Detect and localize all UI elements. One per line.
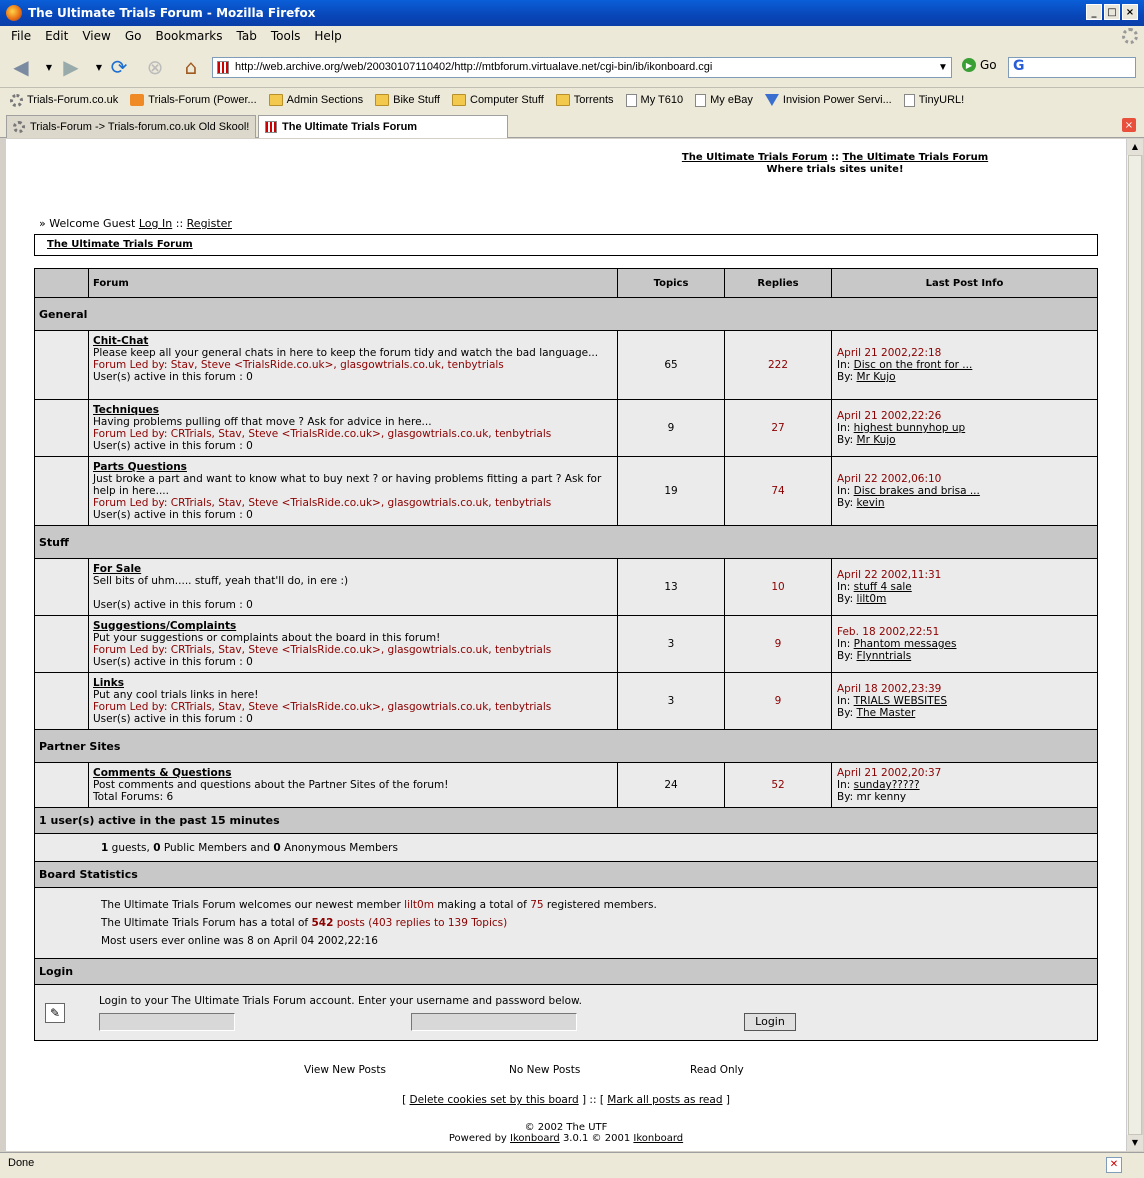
welcome-bar	[39, 217, 232, 230]
active-guests-label: guests,	[111, 841, 150, 854]
powered-by: Powered by	[448, 1133, 507, 1144]
category-general: General	[35, 298, 1098, 331]
stats-text: The Ultimate Trials Forum has a total of	[101, 917, 309, 929]
stats-text: making a total of	[437, 899, 527, 911]
scroll-down-icon[interactable]: ▼	[1127, 1135, 1143, 1151]
total-posts: 542	[311, 917, 334, 929]
board-links: [ Delete cookies set by this board ] :: [ Mark all posts as read ]	[402, 1094, 730, 1106]
folder-icon	[556, 94, 570, 106]
page-icon	[904, 94, 915, 107]
login-link[interactable]: Log In	[138, 217, 173, 230]
banner-link-1[interactable]: The Ultimate Trials Forum	[681, 152, 828, 163]
last-post-date: April 22 2002,11:31	[837, 569, 942, 581]
tab-label: Trials-Forum -> Trials-forum.co.uk Old Skool!	[30, 121, 250, 133]
category-stuff: Stuff	[35, 526, 1098, 559]
forum-replies: 222	[725, 331, 832, 400]
total-members: 75	[530, 899, 544, 911]
forum-link-parts-questions[interactable]: Parts Questions	[93, 461, 187, 473]
active-public-count: 0	[153, 841, 161, 854]
page-icon	[626, 94, 637, 107]
forum-row: Comments & Questions Post comments and questions about the Partner Sites of the forum! Total Forums: 6 24 52 April 21 2002,20:37 In: sunday????? By: mr kenny	[35, 763, 1098, 808]
header-topics: Topics	[618, 269, 725, 298]
forum-topics: 19	[618, 457, 725, 526]
bookmark-computer-stuff[interactable]	[452, 94, 544, 106]
tab-bar	[0, 112, 1144, 138]
header-forum: Forum	[89, 269, 618, 298]
ipb-icon	[765, 94, 779, 106]
forum-link-techniques[interactable]: Techniques	[93, 404, 160, 416]
forum-link-for-sale[interactable]: For Sale	[93, 563, 142, 575]
last-post-date: Feb. 18 2002,22:51	[837, 626, 940, 638]
back-dropdown-icon[interactable]: ▼	[45, 62, 53, 72]
forum-desc: Sell bits of uhm..... stuff, yeah that'll do, in ere :)	[93, 575, 349, 587]
welcome-separator: ::	[175, 217, 184, 230]
google-logo-icon: G	[1013, 58, 1025, 74]
menu-tab[interactable]: Tab	[236, 29, 257, 43]
forum-link-comments-questions[interactable]: Comments & Questions	[93, 767, 232, 779]
bookmark-trials-forum-power[interactable]	[130, 94, 256, 106]
site-favicon-icon	[217, 61, 229, 74]
forum-desc: Just broke a part and want to know what to buy next ? or having problems fitting a part ? Ask for help in here....	[93, 473, 602, 497]
last-post-author-link[interactable]: Flynntrials	[856, 650, 912, 662]
page-viewport	[6, 139, 1126, 1151]
last-post-author-link[interactable]: lilt0m	[856, 593, 887, 605]
header-last-post: Last Post Info	[832, 269, 1098, 298]
forward-dropdown-icon[interactable]: ▼	[95, 62, 103, 72]
close-window-button[interactable]: ×	[1122, 4, 1138, 20]
last-post-author-link[interactable]: kevin	[856, 497, 885, 509]
menu-bar	[0, 26, 1144, 46]
popup-blocked-icon[interactable]: ✕	[1106, 1157, 1122, 1173]
forum-moderators: Forum Led by: CRTrials, Stav, Steve <TrialsRide.co.uk>, glasgowtrials.co.uk, tenbytrials	[93, 644, 552, 656]
forum-active: User(s) active in this forum : 0	[93, 599, 253, 611]
header-icon-column	[35, 269, 89, 298]
bookmark-label: Computer Stuff	[470, 94, 544, 106]
register-link[interactable]: Register	[186, 217, 232, 230]
login-panel	[35, 985, 1098, 1041]
forum-status-icon	[35, 763, 89, 808]
last-post-topic-link[interactable]: sunday?????	[853, 779, 920, 791]
mark-read-link[interactable]: Mark all posts as read	[607, 1094, 723, 1106]
username-input[interactable]	[99, 1013, 235, 1031]
stats-text: registered members.	[546, 899, 657, 911]
scroll-up-icon[interactable]: ▲	[1127, 139, 1143, 155]
last-post-author-link[interactable]: Mr Kujo	[856, 371, 896, 383]
last-post-date: April 18 2002,23:39	[837, 683, 942, 695]
forum-active: User(s) active in this forum : 0	[93, 440, 253, 452]
forum-moderators: Forum Led by: CRTrials, Stav, Steve <TrialsRide.co.uk>, glasgowtrials.co.uk, tenbytrials	[93, 701, 552, 713]
gear-icon	[10, 94, 23, 107]
category-partner-sites: Partner Sites	[35, 730, 1098, 763]
forum-row: For Sale Sell bits of uhm..... stuff, yeah that'll do, in ere :) User(s) active in this forum : 0 13 10 April 22 2002,11:31 In: stuff 4 sale By: lilt0m	[35, 559, 1098, 616]
menu-view[interactable]: View	[82, 29, 111, 43]
bookmark-admin-sections[interactable]	[269, 94, 363, 106]
last-post-author-link[interactable]: The Master	[856, 707, 916, 719]
banner-separator: ::	[831, 152, 839, 163]
url-dropdown-icon[interactable]: ▼	[938, 62, 948, 73]
go-arrow-icon: ▶	[962, 58, 976, 72]
header-replies: Replies	[725, 269, 832, 298]
last-post-date: April 21 2002,20:37	[837, 767, 942, 779]
forum-desc: Post comments and questions about the Partner Sites of the forum!	[93, 779, 449, 791]
breadcrumb[interactable]: The Ultimate Trials Forum	[34, 234, 1098, 256]
bookmarks-toolbar	[0, 88, 1144, 112]
window-titlebar	[0, 0, 1144, 26]
go-label: Go	[980, 58, 997, 72]
legend-read-only: Read Only	[690, 1064, 744, 1076]
forum-replies: 27	[725, 400, 832, 457]
url-text: http://web.archive.org/web/20030107110402/http://mtbforum.virtualave.net/cgi-bin/ib/ikonboard.cgi	[235, 61, 713, 73]
last-post-author: mr kenny	[856, 791, 907, 803]
forum-topics: 13	[618, 559, 725, 616]
forum-topics: 3	[618, 616, 725, 673]
forum-moderators: Forum Led by: CRTrials, Stav, Steve <TrialsRide.co.uk>, glasgowtrials.co.uk, tenbytrials	[93, 428, 552, 440]
forum-row: Parts Questions Just broke a part and want to know what to buy next ? or having problems fitting a part ? Ask for help in here.... Forum Led by: CRTrials, Stav, Steve <TrialsRide.co.uk>, glasgowtrials.co.uk, tenbytrials User(s) active in this forum : 0 19 74 April 22 2002,06:10 In: Disc brakes and brisa ... By: kevin	[35, 457, 1098, 526]
bookmark-label: Trials-Forum (Power...	[148, 94, 257, 106]
active-guests-count: 1	[101, 841, 109, 854]
forum-topics: 65	[618, 331, 725, 400]
forum-active: User(s) active in this forum : 0	[93, 713, 253, 725]
bookmark-my-ebay[interactable]	[695, 94, 753, 107]
forum-link-suggestions[interactable]: Suggestions/Complaints	[93, 620, 237, 632]
active-public-label: Public Members and	[163, 841, 271, 854]
ikonboard-link-2[interactable]: Ikonboard	[633, 1133, 684, 1144]
last-post-date: April 21 2002,22:26	[837, 410, 942, 422]
forward-arrow-icon[interactable]: ▶	[63, 55, 79, 79]
forum-table	[34, 268, 1098, 1041]
forum-replies: 10	[725, 559, 832, 616]
forum-row: Chit-Chat Please keep all your general chats in here to keep the forum tidy and watch the bad language... Forum Led by: Stav, Steve <TrialsRide.co.uk>, glasgowtrials.co.uk, tenbytrials User(s) active in this forum : 0 65 222 April 21 2002,22:18 In: Disc on the front for ... By: Mr Kujo	[35, 331, 1098, 400]
rss-icon	[130, 94, 144, 106]
active-users-title: 1 user(s) active in the past 15 minutes	[35, 808, 1098, 834]
forum-replies: 74	[725, 457, 832, 526]
bookmark-label: Trials-Forum.co.uk	[27, 94, 119, 106]
page-footer	[6, 1122, 1126, 1144]
bookmark-invision[interactable]	[765, 94, 892, 106]
forum-replies: 52	[725, 763, 832, 808]
forum-topics: 24	[618, 763, 725, 808]
vertical-scrollbar[interactable]	[1126, 139, 1142, 1151]
tab-old-skool[interactable]	[6, 115, 256, 138]
menu-file[interactable]: File	[11, 29, 32, 43]
status-bar	[0, 1152, 1144, 1178]
board-stats-title: Board Statistics	[35, 862, 1098, 888]
forum-status-icon	[35, 400, 89, 457]
forum-replies: 9	[725, 616, 832, 673]
reload-icon[interactable]: ⟳	[110, 55, 128, 79]
folder-icon	[375, 94, 389, 106]
forum-moderators	[93, 587, 96, 599]
firefox-icon	[6, 5, 22, 21]
stop-icon[interactable]: ⊗	[146, 55, 164, 79]
ikonboard-version: 3.0.1 © 2001	[562, 1133, 631, 1144]
forum-total: Total Forums: 6	[93, 791, 174, 803]
last-post-author-link[interactable]: Mr Kujo	[856, 434, 896, 446]
page-icon	[695, 94, 706, 107]
menu-help[interactable]: Help	[314, 29, 342, 43]
board-stats	[35, 888, 1098, 959]
site-favicon-icon	[265, 121, 277, 133]
forum-replies: 9	[725, 673, 832, 730]
forum-desc: Put any cool trials links in here!	[93, 689, 259, 701]
forum-topics: 3	[618, 673, 725, 730]
ikonboard-link[interactable]: Ikonboard	[510, 1133, 560, 1144]
bookmark-label: Torrents	[573, 94, 614, 106]
site-banner	[680, 152, 990, 176]
legend-new-posts: View New Posts	[304, 1064, 386, 1076]
forum-active: User(s) active in this forum : 0	[93, 371, 253, 383]
login-key-icon: ✎	[45, 1003, 65, 1023]
legend-no-new-posts: No New Posts	[509, 1064, 581, 1076]
bookmark-label: Bike Stuff	[393, 94, 440, 106]
bookmark-label: My eBay	[710, 94, 753, 106]
active-anon-count: 0	[273, 841, 281, 854]
bookmark-label: Invision Power Servi...	[782, 94, 892, 106]
last-post-topic-link[interactable]: Phantom messages	[853, 638, 957, 650]
status-text: Done	[8, 1157, 35, 1169]
menu-go[interactable]: Go	[124, 29, 142, 43]
forum-link-links[interactable]: Links	[93, 677, 124, 689]
last-post-topic-link[interactable]: Disc on the front for ...	[853, 359, 973, 371]
forum-topics: 9	[618, 400, 725, 457]
menu-bookmarks[interactable]: Bookmarks	[155, 29, 223, 43]
copyright: © 2002 The UTF	[524, 1122, 608, 1133]
forum-status-icon	[35, 331, 89, 400]
bookmark-bike-stuff[interactable]	[375, 94, 440, 106]
forum-desc: Having problems pulling off that move ? Ask for advice in here...	[93, 416, 432, 428]
delete-cookies-link[interactable]: Delete cookies set by this board	[409, 1094, 579, 1106]
forum-status-icon	[35, 616, 89, 673]
search-input[interactable]	[1008, 57, 1136, 78]
last-post-topic-link[interactable]: Disc brakes and brisa ...	[853, 485, 980, 497]
forum-active: User(s) active in this forum : 0	[93, 656, 253, 668]
last-post-topic-link[interactable]: highest bunnyhop up	[853, 422, 966, 434]
forum-row: Suggestions/Complaints Put your suggestions or complaints about the board in this forum! Forum Led by: CRTrials, Stav, Steve <TrialsRide.co.uk>, glasgowtrials.co.uk, tenbytrials User(s) active in this forum : 0 3 9 Feb. 18 2002,22:51 In: Phantom messages By: Flynntrials	[35, 616, 1098, 673]
forum-active: User(s) active in this forum : 0	[93, 509, 253, 521]
go-button[interactable]	[962, 58, 997, 72]
bookmark-trials-forum[interactable]	[10, 94, 118, 107]
tab-label: The Ultimate Trials Forum	[282, 121, 418, 133]
stats-text: The Ultimate Trials Forum welcomes our newest member	[101, 899, 401, 911]
most-online-text: Most users ever online was 8 on April 04 2002,22:16	[101, 935, 378, 947]
login-button[interactable]: Login	[744, 1013, 796, 1031]
forum-table-header	[35, 269, 1098, 298]
login-instructions: Login to your The Ultimate Trials Forum account. Enter your username and password below.	[99, 995, 582, 1007]
banner-link-2[interactable]: The Ultimate Trials Forum	[842, 152, 989, 163]
login-title: Login	[35, 959, 1098, 985]
newest-member-link[interactable]: lilt0m	[404, 899, 434, 911]
menu-tools[interactable]: Tools	[270, 29, 301, 43]
last-post-date: April 22 2002,06:10	[837, 473, 942, 485]
throbber-icon	[1122, 28, 1138, 44]
bookmark-label: TinyURL!	[918, 94, 965, 106]
menu-edit[interactable]: Edit	[45, 29, 69, 43]
active-anon-label: Anonymous Members	[284, 841, 398, 854]
navigation-toolbar	[0, 46, 1144, 88]
minimize-button[interactable]: _	[1086, 4, 1102, 20]
home-icon[interactable]: ⌂	[184, 55, 198, 79]
forum-moderators: Forum Led by: CRTrials, Stav, Steve <TrialsRide.co.uk>, glasgowtrials.co.uk, tenbytrials	[93, 497, 552, 509]
forum-desc: Put your suggestions or complaints about the board in this forum!	[93, 632, 441, 644]
folder-icon	[269, 94, 283, 106]
forum-status-icon	[35, 559, 89, 616]
last-post-date: April 21 2002,22:18	[837, 347, 942, 359]
scrollbar-thumb[interactable]	[1128, 155, 1142, 1135]
forum-moderators: Forum Led by: Stav, Steve <TrialsRide.co.uk>, glasgowtrials.co.uk, tenbytrials	[93, 359, 504, 371]
password-input[interactable]	[411, 1013, 577, 1031]
close-tab-icon[interactable]: ×	[1122, 118, 1136, 132]
forum-status-icon	[35, 673, 89, 730]
banner-tagline: Where trials sites unite!	[766, 164, 904, 175]
bookmark-my-t610[interactable]	[626, 94, 684, 107]
forum-row: Techniques Having problems pulling off that move ? Ask for advice in here... Forum Led by: CRTrials, Stav, Steve <TrialsRide.co.uk>, glasgowtrials.co.uk, tenbytrials User(s) active in this forum : 0 9 27 April 21 2002,22:26 In: highest bunnyhop up By: Mr Kujo	[35, 400, 1098, 457]
forum-desc: Please keep all your general chats in here to keep the forum tidy and watch the bad language...	[93, 347, 599, 359]
bookmark-torrents[interactable]	[556, 94, 614, 106]
tab-ultimate-trials[interactable]	[258, 115, 508, 138]
last-post-topic-link[interactable]: TRIALS WEBSITES	[853, 695, 947, 707]
window-title: The Ultimate Trials Forum - Mozilla Firefox	[28, 6, 316, 20]
gear-icon	[13, 121, 25, 133]
bookmark-label: My T610	[640, 94, 684, 106]
bookmark-tinyurl[interactable]	[904, 94, 964, 107]
forum-row: Links Put any cool trials links in here! Forum Led by: CRTrials, Stav, Steve <TrialsRide.co.uk>, glasgowtrials.co.uk, tenbytrials User(s) active in this forum : 0 3 9 April 18 2002,23:39 In: TRIALS WEBSITES By: The Master	[35, 673, 1098, 730]
folder-icon	[452, 94, 466, 106]
welcome-text: » Welcome Guest	[39, 217, 136, 230]
forum-link-chit-chat[interactable]: Chit-Chat	[93, 335, 149, 347]
bookmark-label: Admin Sections	[286, 94, 364, 106]
maximize-button[interactable]: □	[1104, 4, 1120, 20]
active-users-info	[35, 834, 1098, 862]
url-bar[interactable]	[212, 57, 952, 78]
posts-breakdown: posts (403 replies to 139 Topics)	[336, 917, 508, 929]
last-post-topic-link[interactable]: stuff 4 sale	[853, 581, 912, 593]
forum-status-icon	[35, 457, 89, 526]
back-arrow-icon[interactable]: ◀	[13, 55, 29, 79]
